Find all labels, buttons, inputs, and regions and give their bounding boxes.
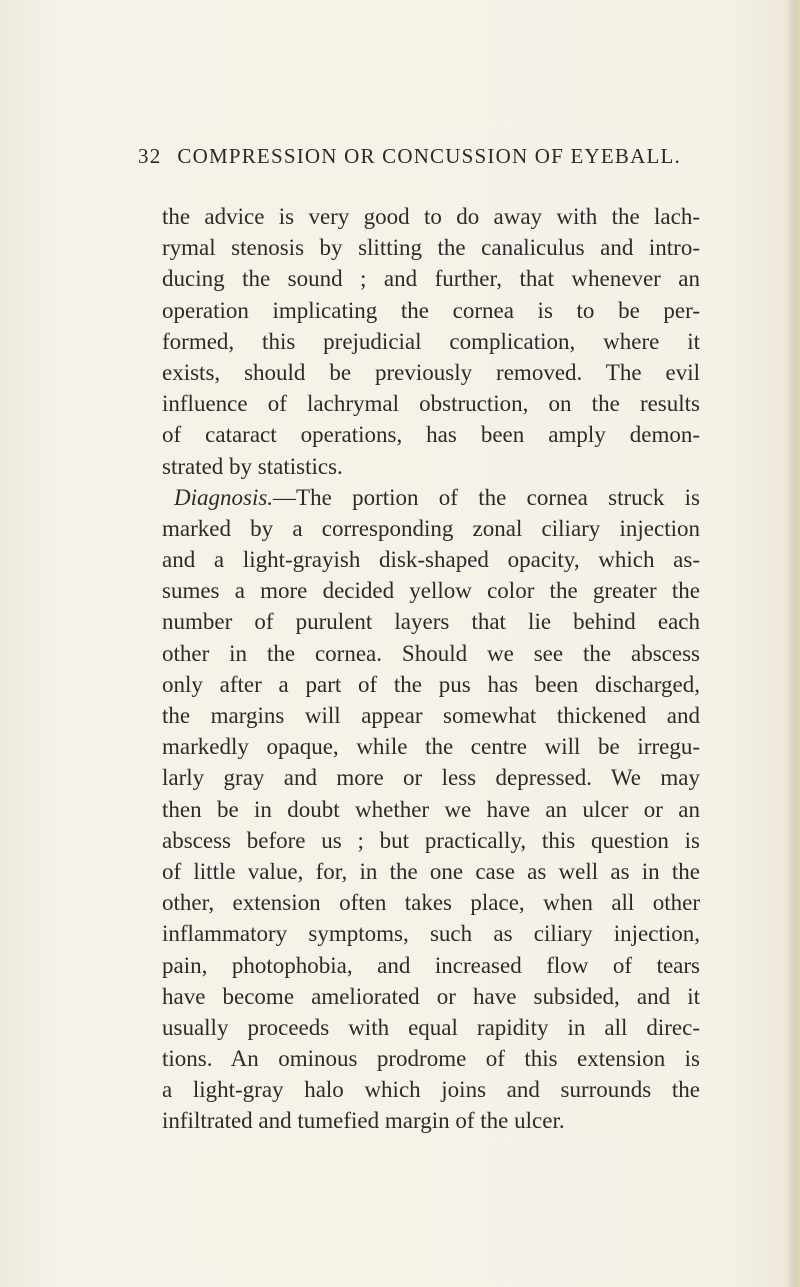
running-header	[138, 144, 698, 169]
text-line: only after a part of the pus has been discharged,	[162, 671, 700, 697]
text-line: other in the cornea. Should we see the abscess	[162, 640, 700, 666]
diagnosis-first-line: —The portion of the cornea struck is	[273, 484, 700, 510]
text-line: inflammatory symptoms, such as ciliary injection,	[162, 921, 700, 947]
text-line: marked by a corresponding zonal ciliary injection	[162, 515, 700, 541]
text-line: of little value, for, in the one case as well as in the	[162, 858, 700, 884]
text-line: other, extension often takes place, when all other	[162, 890, 700, 916]
text-line: abscess before us ; but practically, this question is	[162, 827, 700, 853]
text-line: exists, should be previously removed. The evil	[162, 359, 700, 385]
diagnosis-paragraph-start	[162, 482, 700, 513]
text-line: a light-gray halo which joins and surrounds the	[162, 1077, 700, 1103]
text-line: number of purulent layers that lie behind each	[162, 609, 700, 635]
text-line: then be in doubt whether we have an ulcer or an	[162, 796, 700, 822]
text-line: usually proceeds with equal rapidity in all direc-	[162, 1014, 700, 1040]
text-line: infiltrated and tumefied margin of the ulcer.	[162, 1108, 565, 1134]
text-line: the advice is very good to do away with the lach-	[162, 204, 700, 229]
text-line: influence of lachrymal obstruction, on the results	[162, 391, 700, 417]
page-edge-shadow	[786, 0, 800, 1287]
text-line: markedly opaque, while the centre will be irregu-	[162, 734, 700, 760]
running-title: COMPRESSION OR CONCUSSION OF EYEBALL.	[177, 144, 681, 168]
text-line: operation implicating the cornea is to be per-	[162, 297, 700, 323]
text-line: and a light-grayish disk-shaped opacity, which as-	[162, 547, 700, 573]
diagnosis-heading: Diagnosis.	[174, 484, 274, 510]
text-line: strated by statistics.	[162, 453, 343, 479]
page-number: 32	[138, 144, 162, 168]
text-line: rymal stenosis by slitting the canaliculus and intro-	[162, 235, 700, 261]
text-line: sumes a more decided yellow color the greater the	[162, 578, 700, 604]
text-line: of cataract operations, has been amply demon-	[162, 422, 700, 448]
body-text	[162, 201, 700, 1137]
text-line: have become ameliorated or have subsided, and it	[162, 983, 700, 1009]
text-line: tions. An ominous prodrome of this extension is	[162, 1046, 700, 1072]
text-line: pain, photophobia, and increased flow of tears	[162, 952, 700, 978]
text-line: the margins will appear somewhat thickened and	[162, 703, 700, 728]
text-line: ducing the sound ; and further, that whenever an	[162, 266, 700, 292]
text-line: formed, this prejudicial complication, where it	[162, 328, 700, 354]
text-line: larly gray and more or less depressed. We may	[162, 765, 700, 791]
